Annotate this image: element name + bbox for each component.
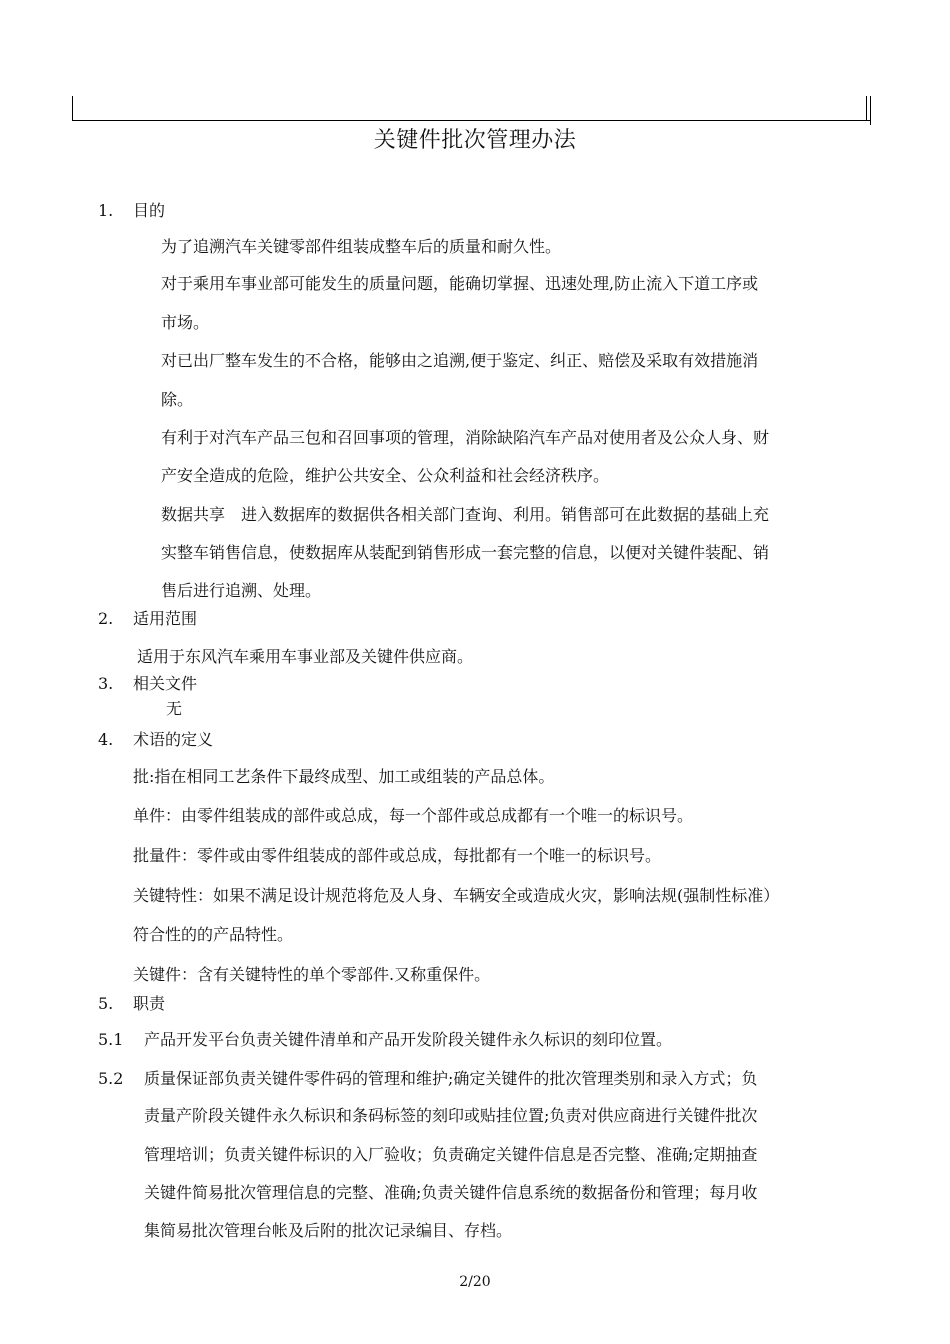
section-5-heading: 职责 <box>133 994 166 1013</box>
header-right-tick-outer <box>870 96 871 125</box>
section-4-line: 批量件：零件或由零件组装成的部件或总成，每批都有一个唯一的标识号。 <box>133 846 662 865</box>
item-5-1-line: 产品开发平台负责关键件清单和产品开发阶段关键件永久标识的刻印位置。 <box>144 1030 673 1049</box>
item-5-2-number: 5.2 <box>98 1069 124 1088</box>
section-1-line: 产安全造成的危险，维护公共安全、公众利益和社会经济秩序。 <box>161 466 610 485</box>
section-1-line: 实整车销售信息，使数据库从装配到销售形成一套完整的信息，以便对关键件装配、销 <box>161 543 770 562</box>
section-4-line: 关键特性：如果不满足设计规范将危及人身、车辆安全或造成火灾，影响法规(强制性标准） <box>133 886 780 905</box>
header-left-tick <box>72 96 73 121</box>
header-rule <box>72 120 871 121</box>
section-2-line: 适用于东风汽车乘用车事业部及关键件供应商。 <box>137 647 474 666</box>
section-4-line: 符合性的的产品特性。 <box>133 925 294 944</box>
section-1-number: 1. <box>98 201 114 220</box>
section-4-number: 4. <box>98 730 114 749</box>
section-3-heading: 相关文件 <box>133 674 198 693</box>
section-1-line: 对已出厂整车发生的不合格，能够由之追溯,便于鉴定、纠正、赔偿及采取有效措施消 <box>161 351 759 370</box>
section-5-number: 5. <box>98 994 114 1013</box>
item-5-2-line: 管理培训；负责关键件标识的入厂验收；负责确定关键件信息是否完整、准确;定期抽查 <box>144 1145 758 1164</box>
document-title: 关键件批次管理办法 <box>373 128 577 153</box>
item-5-2-line: 质量保证部负责关键件零件码的管理和维护;确定关键件的批次管理类别和录入方式；负 <box>144 1069 758 1088</box>
item-5-2-line: 关键件简易批次管理信息的完整、准确;负责关键件信息系统的数据备份和管理；每月收 <box>144 1183 758 1202</box>
section-1-line: 有利于对汽车产品三包和召回事项的管理，消除缺陷汽车产品对使用者及公众人身、财 <box>161 428 770 447</box>
section-1-line: 对于乘用车事业部可能发生的质量问题，能确切掌握、迅速处理,防止流入下道工序或 <box>161 274 759 293</box>
section-1-line: 售后进行追溯、处理。 <box>161 581 322 600</box>
item-5-1-number: 5.1 <box>98 1030 124 1049</box>
section-1-line: 为了追溯汽车关键零部件组装成整车后的质量和耐久性。 <box>161 237 562 256</box>
section-4-line: 单件：由零件组装成的部件或总成，每一个部件或总成都有一个唯一的标识号。 <box>133 806 694 825</box>
section-3-number: 3. <box>98 674 114 693</box>
section-4-line: 关键件：含有关键特性的单个零部件.又称重保件。 <box>133 965 491 984</box>
section-1-line: 除。 <box>161 390 194 409</box>
section-1-line: 市场。 <box>161 313 210 332</box>
item-5-2-line: 集简易批次管理台帐及后附的批次记录编目、存档。 <box>144 1221 513 1240</box>
page-number: 2/20 <box>459 1274 491 1290</box>
section-3-line: 无 <box>166 699 183 718</box>
section-1-heading: 目的 <box>133 201 166 220</box>
section-2-number: 2. <box>98 609 114 628</box>
header-right-tick <box>866 96 867 121</box>
section-4-line: 批:指在相同工艺条件下最终成型、加工或组装的产品总体。 <box>133 767 555 786</box>
section-4-heading: 术语的定义 <box>133 730 214 749</box>
section-1-line: 数据共享 进入数据库的数据供各相关部门查询、利用。销售部可在此数据的基础上充 <box>161 505 770 524</box>
item-5-2-line: 责量产阶段关键件永久标识和条码标签的刻印或贴挂位置;负责对供应商进行关键件批次 <box>144 1106 758 1125</box>
section-2-heading: 适用范围 <box>133 609 198 628</box>
